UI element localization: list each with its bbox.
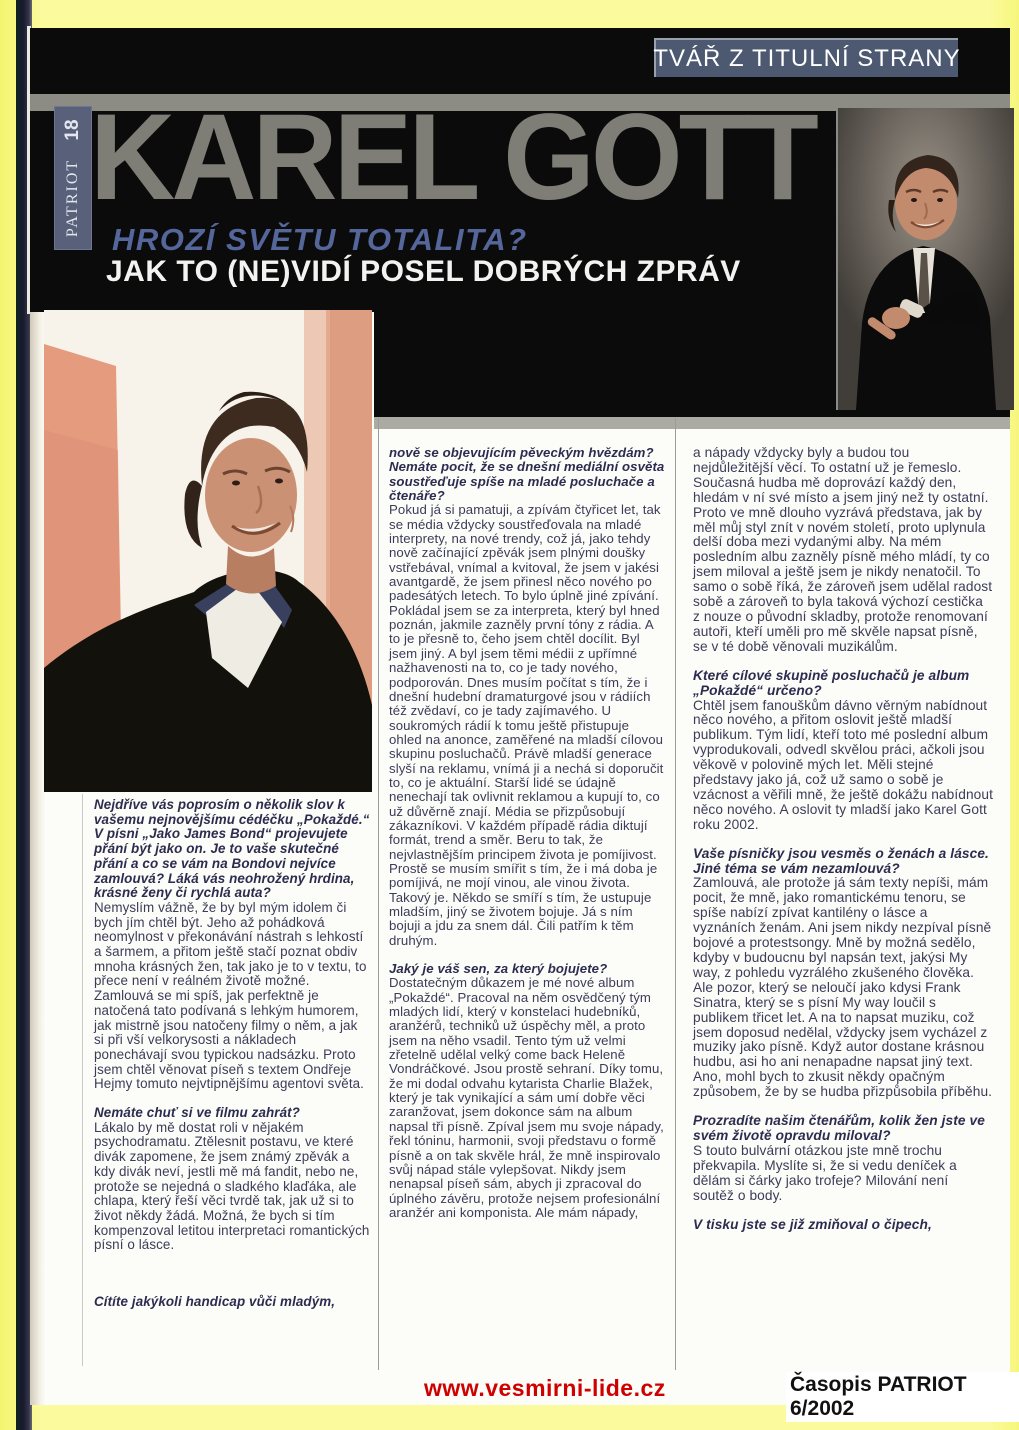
source-credit: Časopis PATRIOT 6/2002 <box>786 1372 1019 1422</box>
header-bottom-stripe <box>374 417 1010 429</box>
karel-gott-main-photo <box>44 310 372 792</box>
interview-answer: Lákalo by mě dostat roli v nějakém psychodramatu. Ztělesnit postavu, ve které divák zapomene, že jsem známý zpěvák a kdy divák neví, jestli mě má fandit, nebo ne, protože se nejedná o sladkého klaďáka, ale chlapa, který řeší věci tvrdě tak, jak už si to život někdy žádá. Možná, že bych si tím kompenzoval letitou interpretaci romantických písní o lásce. <box>94 1119 370 1253</box>
interview-column-middle <box>389 446 665 1220</box>
interview-question: nově se objevujícím pěveckým hvězdám? Nemáte pocit, že se dnešní mediální osvěta soustřeďuje spíše na mladé posluchače a čtenáře? <box>389 445 665 504</box>
interview-answer: Dostatečným důkazem je mé nové album „Pokaždé“. Pracoval na něm osvědčený tým mladých lidí, který v konstelaci hudebníků, aranžérů, techniků už úspěchy měl, a proto jsem na něho vsadil. Tento tým už velmi zřetelně udělal velký come back Heleně Vondráčkové. Jsou prostě sehraní. Díky tomu, že mi dodal odvahu kytarista Charlie Blažek, který je tak vynikající a sám umí dobře věci zaranžovat, jsem dokonce sám na album napsal tři písně. Zpíval jsem mu svoje nápady, řekl tóninu, harmonii, svoji představu o formě písně a on tak skvěle hrál, že mně inspirovalo svůj nápad stále vylepšovat. Nikdy jsem nenapsal píseň sám, abych ji zpracoval do úplného závěru, protože nejsem profesionální aranžér ani komponista. Ale mám nápady, <box>389 975 664 1220</box>
interview-answer: S touto bulvární otázkou jste mně trochu překvapila. Myslíte si, že si vedu deníček a dělám si čárky jako trofeje? Milování není soutěž o body. <box>693 1142 957 1203</box>
magazine-logo-box <box>54 106 92 250</box>
website-url: www.vesmirni-lide.cz <box>424 1375 666 1401</box>
interview-question: V tisku jste se již zmiňoval o čipech, <box>693 1216 932 1232</box>
main-photo-illustration <box>44 310 372 792</box>
interview-answer: Zamlouvá, ale protože já sám texty nepíši, mám pocit, že mně, jako romantickému tenoru, se spíše nabízí zpívat kantilény o lásce a vyznáních ženám. Ani jsem nikdy nezpíval písně bojové a protestsongy. Mně by možná sedělo, kdyby v budoucnu byl napsán text, jakýsi My way, z pohledu vyzrálého zkušeného člověka. Ale pozor, který se neloučí jako kdysi Frank Sinatra, který se s písní My way loučil s publikem třicet let. A na to napsat muziku, což jsem doposud nedělal, vždycky jsem vycházel z muziky jako písně. Když autor dostane krásnou hudbu, asi ho ani nenapadne napsat jiný text. Ano, mohl bych to zkusit někdy opačným způsobem, že by se hudba přizpůsobila příběhu. <box>693 875 993 1100</box>
interview-question: Vaše písničky jsou vesměs o ženách a lásce. Jiné téma se vám nezamlouvá? <box>693 845 989 876</box>
article-subtitle: JAK TO (NE)VIDÍ POSEL DOBRÝCH ZPRÁV <box>106 255 741 288</box>
interview-answer: Chtěl jsem fanouškům dávno věrným nabídnout něco nového, a přitom oslovit ještě mladší publikum. Tým lidí, kteří toto mé poslední album vyprodukovali, odvedl skvělou práci, ačkoli jsou věkově v polovině mých let. Měli stejné představy jako já, což už samo o sobě je vzácnost a věřili mně, že ještě dokážu nabídnout něco nového. A oslovit ty mladší jako Karel Gott roku 2002. <box>693 697 994 832</box>
column-divider-right <box>675 418 676 1370</box>
interview-question: Cítíte jakýkoli handicap vůči mladým, <box>94 1294 336 1310</box>
header-photo-illustration <box>838 108 1014 410</box>
section-tab: TVÁŘ Z TITULNÍ STRANY <box>654 38 958 77</box>
interview-answer: Nemyslím vážně, že by byl mým idolem či bych jím chtěl být. Jeho až pohádková neomylnost v překonávání nástrah s lehkostí a šarmem, a přitom ještě stačí poznat obdiv mnoha krásných žen, tak jako je to v textu, to přece není v reálném životě možné. Zamlouvá se mi spíš, jak perfektně je natočená tato podívaná s lehkým humorem, jak mistrně jsou natočeny filmy o něm, a jak si při vší velkorysosti a nákladech ponechávají svou typickou nadsázku. Proto jsem chtěl věnovat píseň s textem Ondřeje Hejmy tomuto nejvtipnějšímu agentovi světa. <box>94 899 367 1092</box>
article-title: KAREL GOTT <box>90 88 815 226</box>
interview-column-left <box>94 798 370 1310</box>
interview-question: Které cílové skupině posluchačů je album „Pokaždé“ určeno? <box>693 667 970 698</box>
interview-question: Prozradíte našim čtenářům, kolik žen jste ve svém životě opravdu miloval? <box>693 1113 985 1143</box>
column-divider-left <box>378 418 379 1370</box>
interview-question: Jaký je váš sen, za který bojujete? <box>389 961 608 977</box>
article-subtitle-question: HROZÍ SVĚTU TOTALITA? <box>112 222 528 257</box>
interview-answer: Pokud já si pamatuji, a zpívám čtyřicet let, tak se média vždycky soustřeďovala na mladé interprety, na nové trendy, což já, jako tehdy nově začínající zpěvák jsem plnými doušky vstřebával, vnímal a kvitoval, že jsem v jakési avantgardě, že jsem přinesl něco nového po padesátých letech. To bylo úplně jiné zpívání. Pokládal jsem se za interpreta, který byl hned poznán, jakmile zazněly první tóny z rádia. A to je přesně to, čeho jsem chtěl docílit. Byl jsem jiný. A byl jsem těmi médii z upřímné nažhavenosti na to, co je tady nového, podporován. Dnes musím počítat s tím, že i dnešní hudební dramaturgové jsou v rádiích též zvědaví, co je tady zajímavého. U soukromých rádií k tomu ještě přistupuje ohled na anonce, zaměřené na mladší cílovou skupinu posluchačů. Právě mladší generace slyší na reklamu, vnímá ji a nechá si doporučit to, co je aktuální. Starší lidé se údajně nenechají tak ovlivnit reklamou a kupují to, co už důvěrně znají. Média se přizpůsobují zákazníkovi. V každém případě rádia diktují formát, trend a směr. Beru to tak, že nejvlastnějším principem života je pomíjivost. Prostě se musím smířit s tím, že i má doba je pomíjivá, ne mojí vinou, ale vinou života. Takový je. Někdo se smíří s tím, že ustupuje mladším, jiný se životem bojuje. Já s ním bojuji a jdu za snem dál. Čili patřím k těm druhým. <box>389 502 664 948</box>
interview-question: Nejdříve vás poprosím o několik slov k vašemu nejnovějšímu cédéčku „Pokaždé.“ V písni „Jako James Bond“ projevujete přání být jako on. Je to vaše skutečné přání a co se vám na Bondovi nejvíce zamlouvá? Láká vás neohrožený hrdina, krásné ženy či rychlá auta? <box>94 797 370 901</box>
interview-column-right <box>693 446 993 1232</box>
page-number: 18 <box>62 119 83 141</box>
karel-gott-header-photo <box>836 108 1014 410</box>
interview-answer: a nápady vždycky byly a budou tou nejdůležitější věcí. To ostatní už je řemeslo. Současná hudba mě doprovází každý den, hledám v ní své místo a jsem jiný než ty ostatní. Proto ve mně dlouho vyzrává představa, jak by měl můj styl znít v novém století, proto uplynula delší doba mezi vydanými alby. Na mém posledním albu zazněly písně mého mládí, ty co jsem miloval a ještě jsem je nikdy nenatočil. To samo o sobě říká, že zároveň jsem udělal radost sobě a zároveň to byla taková výchozí cestička z nouze o původní skladby, protože renomovaní autoři, kteří uměli pro mě skvěle napsat písně, se v té době věnovali muzikálům. <box>693 445 993 654</box>
magazine-logo: PATRIOT <box>64 158 81 238</box>
interview-question: Nemáte chuť si ve filmu zahrát? <box>94 1105 300 1121</box>
column-fold-line <box>82 794 83 1366</box>
